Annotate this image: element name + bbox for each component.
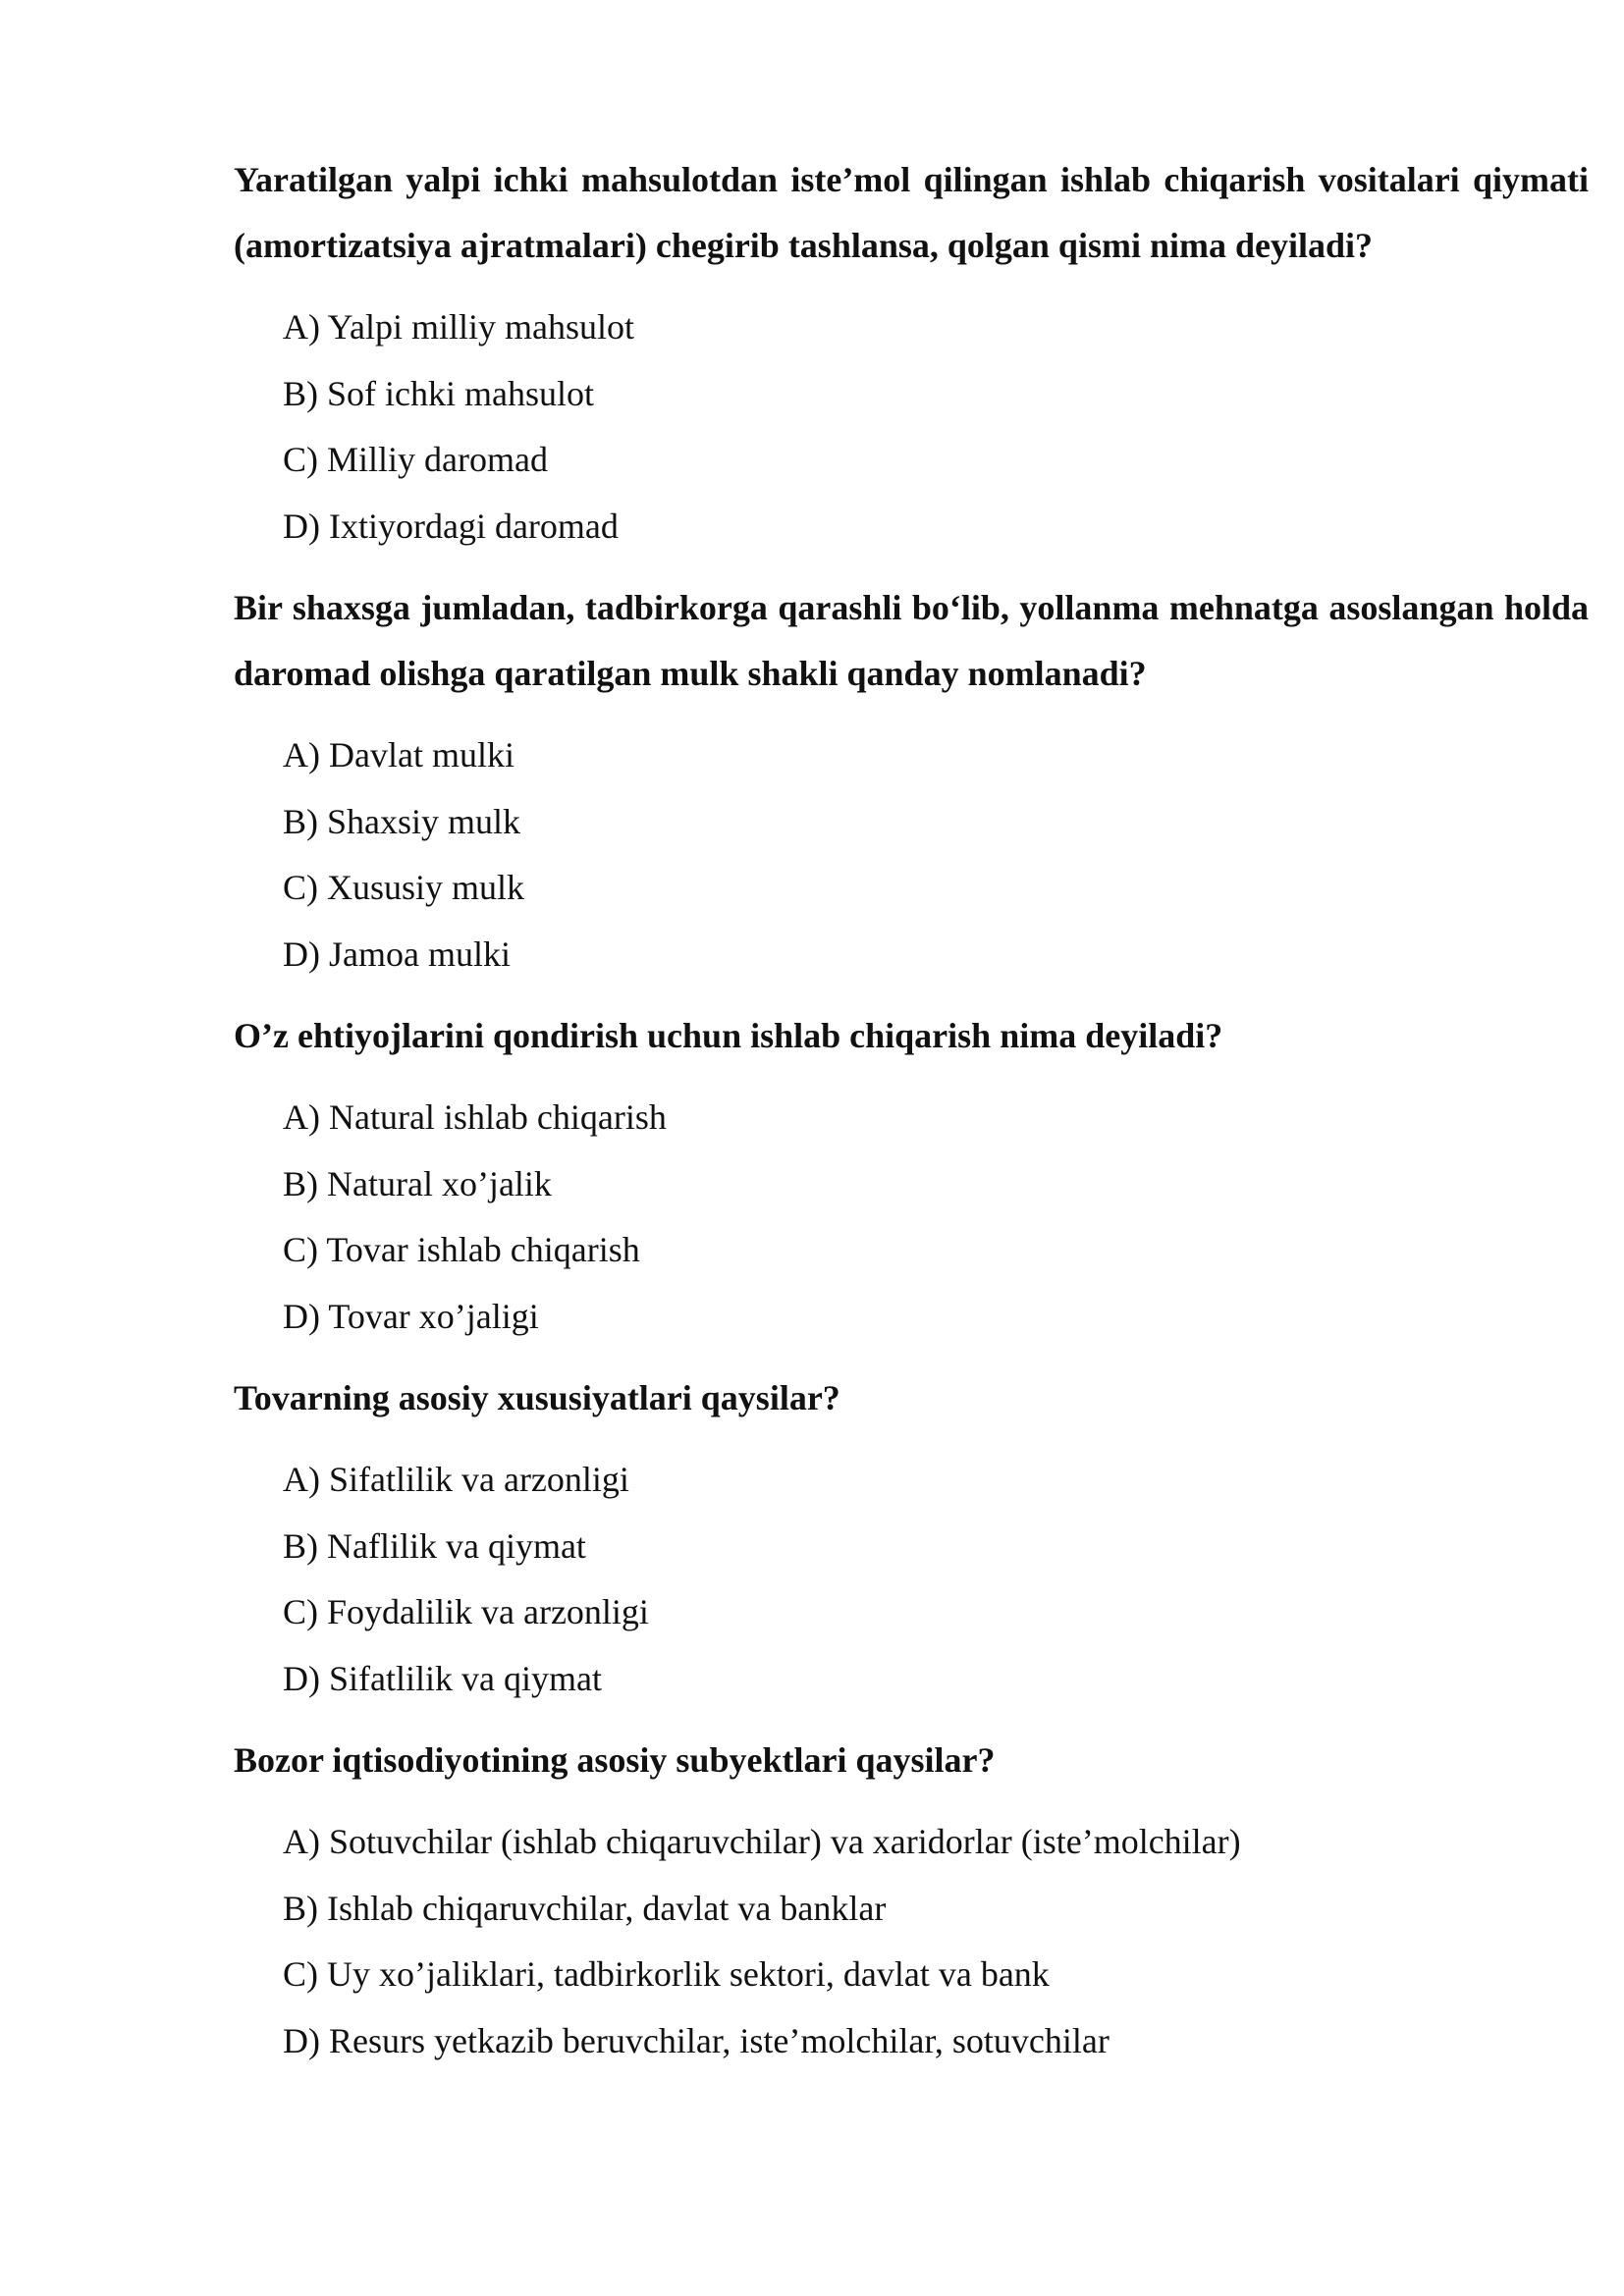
question-text: Bir shaxsga jumladan, tadbirkorga qarashli bo‘lib, yollanma mehnatga asoslangan holda daromad olishga qaratilgan mulk shakli qanday nomlanadi?: [234, 588, 1589, 693]
question-text: Yaratilgan yalpi ichki mahsulotdan iste’mol qilingan ishlab chiqarish vositalari qiymati (amortizatsiya ajratmalari) chegirib tashlansa, qolgan qismi nima deyiladi?: [234, 160, 1589, 265]
option-a: A) Natural ishlab chiqarish: [283, 1097, 667, 1137]
option-a: A) Sotuvchilar (ishlab chiqaruvchilar) va xaridorlar (iste’molchilar): [283, 1822, 1241, 1861]
option-a: A) Yalpi milliy mahsulot: [283, 307, 635, 347]
answer-options: [234, 294, 1589, 560]
option-c: C) Foydalilik va arzonligi: [283, 1592, 649, 1631]
option-c: C) Xususiy mulk: [283, 868, 525, 907]
question-text: Bozor iqtisodiyotining asosiy subyektlari qaysilar?: [234, 1740, 996, 1780]
option-b: B) Ishlab chiqaruvchilar, davlat va banklar: [283, 1888, 887, 1928]
option-b: B) Naflilik va qiymat: [283, 1525, 586, 1566]
question-text: Tovarning asosiy xususiyatlari qaysilar?: [234, 1378, 840, 1417]
option-d: D) Tovar xo’jaligi: [283, 1296, 539, 1336]
option-d: D) Ixtiyordagi daromad: [283, 506, 619, 546]
option-c: C) Uy xo’jaliklari, tadbirkorlik sektori, davlat va bank: [283, 1954, 1050, 1994]
option-d: D) Sifatlilik va qiymat: [283, 1658, 602, 1698]
question-2: [234, 575, 1589, 988]
question-4: [234, 1365, 1589, 1712]
option-d: D) Jamoa mulki: [283, 934, 511, 974]
answer-options: [234, 1085, 1589, 1350]
question-5: [234, 1728, 1589, 2074]
question-1: [234, 147, 1589, 560]
question-text: O’z ehtiyojlarini qondirish uchun ishlab chiqarish nima deyiladi?: [234, 1016, 1223, 1055]
question-3: [234, 1003, 1589, 1350]
answer-options: [234, 1447, 1589, 1712]
question-list: [234, 147, 1589, 2074]
option-d: D) Resurs yetkazib beruvchilar, iste’molchilar, sotuvchilar: [283, 2020, 1110, 2060]
option-b: B) Natural xo’jalik: [283, 1163, 552, 1203]
option-c: C) Milliy daromad: [283, 440, 548, 479]
option-a: A) Sifatlilik va arzonligi: [283, 1460, 629, 1499]
option-c: C) Tovar ishlab chiqarish: [283, 1230, 640, 1269]
option-b: B) Shaxsiy mulk: [283, 801, 521, 841]
option-b: B) Sof ichki mahsulot: [283, 373, 594, 413]
option-a: A) Davlat mulki: [283, 735, 514, 774]
answer-options: [234, 1809, 1589, 2074]
answer-options: [234, 722, 1589, 988]
